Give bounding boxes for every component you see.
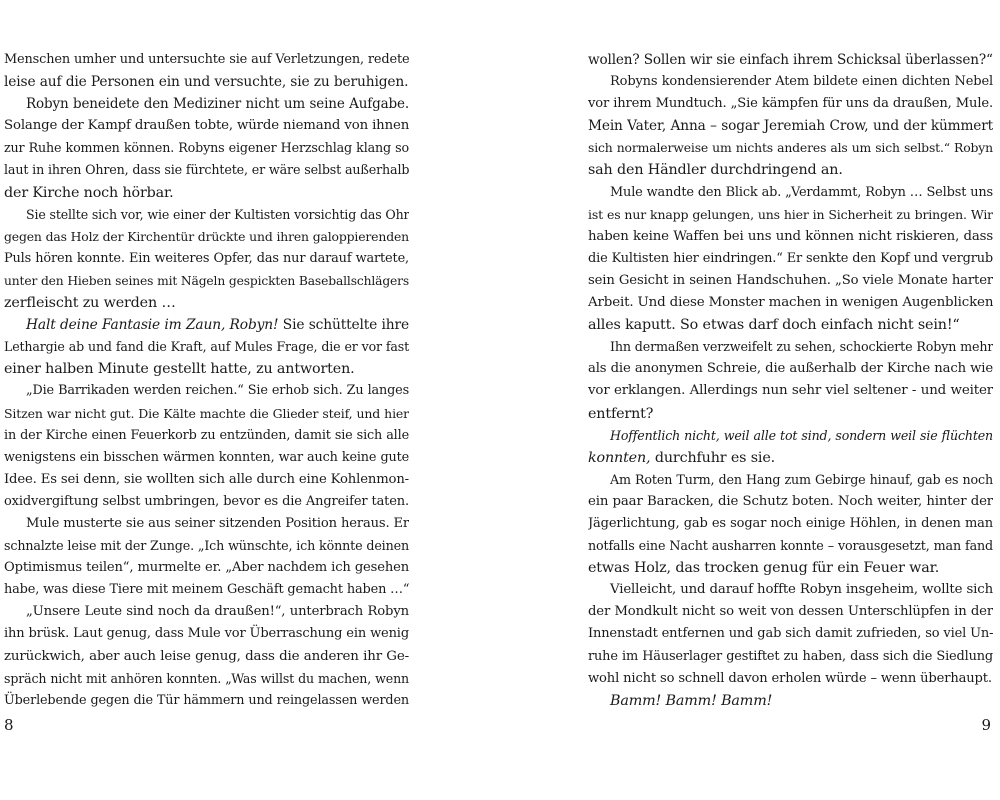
text-line: Robyn beneidete den Mediziner nicht um seine Aufgabe. [26, 96, 409, 113]
text-line: entfernt? [588, 405, 654, 422]
left-page [4, 0, 409, 800]
text-fragment: Sie schüttelte ihre [278, 317, 409, 334]
text-line: der Kirche noch hörbar. [4, 184, 174, 201]
text-line: Vielleicht, und darauf hoffte Robyn insgeheim, wollte sich [610, 582, 993, 598]
text-line: Idee. Es sei denn, sie wollten sich alle durch eine Kohlenmon- [4, 471, 409, 487]
text-line: in der Kirche einen Feuerkorb zu entzünden, damit sie sich alle [4, 427, 409, 443]
text-line: wollen? Sollen wir sie einfach ihrem Schicksal überlassen?“ [588, 52, 993, 68]
text-line: Ihn dermaßen verzweifelt zu sehen, schockierte Robyn mehr [610, 339, 993, 355]
text-line: einer halben Minute gestellt hatte, zu antworten. [4, 361, 355, 378]
text-line: spräch nicht mit anhören konnten. „Was willst du machen, wenn [4, 670, 409, 686]
text-line: Solange der Kampf draußen tobte, würde niemand von ihnen [4, 118, 409, 134]
text-line: vor ihrem Mundtuch. „Sie kämpfen für uns da draußen, Mule. [588, 96, 993, 112]
text-line: zurückwich, aber auch leise genug, dass die anderen ihr Ge- [4, 648, 409, 664]
text-line: haben keine Waffen bei uns und können nicht riskieren, dass [588, 228, 993, 244]
text-line: Puls hören konnte. Ein weiteres Opfer, das nur darauf wartete, [4, 250, 409, 266]
text-line: oxidvergiftung selbst umbringen, bevor es die Angreifer taten. [4, 493, 409, 509]
text-line: Arbeit. Und diese Monster machen in wenigen Augenblicken [588, 295, 993, 311]
right-page-text [588, 49, 993, 712]
right-page [588, 0, 993, 800]
text-line: ruhe im Häuserlager gestiftet zu haben, dass sich die Siedlung [588, 648, 993, 664]
text-line: etwas Holz, das trocken genug für ein Feuer war. [588, 560, 940, 577]
text-line: Überlebende gegen die Tür hämmern und reingelassen werden [4, 692, 409, 708]
text-line: schnalzte leise mit der Zunge. „Ich wünschte, ich könnte deinen [4, 538, 409, 554]
text-line: Menschen umher und untersuchte sie auf Verletzungen, redete [4, 52, 409, 67]
text-line: Innenstadt entfernen und gab sich damit zufrieden, so viel Un- [588, 626, 993, 642]
text-line: als die anonymen Schreie, die außerhalb der Kirche nach wie [588, 361, 993, 377]
text-line: Robyns kondensierender Atem bildete einen dichten Nebel [610, 74, 993, 90]
text-line: Jägerlichtung, gab es sogar noch einige Höhlen, in denen man [588, 515, 993, 531]
text-line: notfalls eine Nacht ausharren konnte – vorausgesetzt, man fand [588, 538, 993, 554]
text-line: wenigstens ein bisschen wärmen konnten, war auch keine gute [4, 449, 409, 465]
text-line: Lethargie ab und fand die Kraft, auf Mules Frage, die er vor fast [4, 339, 409, 355]
text-line: gegen das Holz der Kirchentür drückte und ihren galoppierenden [4, 228, 409, 244]
left-page-text [4, 49, 409, 712]
text-line-mixed [588, 447, 993, 469]
text-line: Am Roten Turm, den Hang zum Gebirge hinauf, gab es noch [610, 471, 993, 487]
text-line: „Unsere Leute sind noch da draußen!“, unterbrach Robyn [26, 604, 409, 620]
text-line: sein Gesicht in seinen Handschuhen. „So viele Monate harter [588, 272, 993, 288]
text-line: zur Ruhe kommen können. Robyns eigener Herzschlag klang so [4, 140, 409, 156]
italic-thought: Hoffentlich nicht, weil alle tot sind, sondern weil sie flüchten [610, 427, 993, 443]
text-line-mixed [4, 314, 409, 336]
italic-sound-effect: Bamm! Bamm! Bamm! [610, 692, 773, 709]
text-line: alles kaputt. So etwas darf doch einfach nicht sein!“ [588, 317, 960, 334]
text-line: vor erklangen. Allerdings nun sehr viel seltener - und weiter [588, 383, 993, 399]
page-number-right: 9 [981, 716, 991, 734]
text-line: wohl nicht so schnell davon erholen würde – wenn überhaupt. [588, 670, 992, 686]
text-fragment: durchfuhr es sie. [650, 449, 776, 466]
text-line: ist es nur knapp gelungen, uns hier in Sicherheit zu bringen. Wir [588, 206, 993, 222]
italic-thought: konnten, [588, 449, 651, 466]
text-line: zerfleischt zu werden … [4, 295, 176, 312]
text-line: sich normalerweise um nichts anderes als um sich selbst.“ Robyn [588, 140, 993, 156]
text-line: ein paar Baracken, die Schutz boten. Noch weiter, hinter der [588, 493, 993, 509]
text-line: Optimismus teilen“, murmelte er. „Aber nachdem ich gesehen [4, 560, 409, 576]
text-line: Sie stellte sich vor, wie einer der Kultisten vorsichtig das Ohr [26, 206, 409, 222]
text-line: die Kultisten hier eindringen.“ Er senkte den Kopf und vergrub [588, 250, 993, 266]
text-line: Mule wandte den Blick ab. „Verdammt, Robyn … Selbst uns [610, 184, 993, 200]
text-line: Sitzen war nicht gut. Die Kälte machte die Glieder steif, und hier [4, 405, 409, 421]
text-line: Mein Vater, Anna – sogar Jeremiah Crow, und der kümmert [588, 118, 993, 135]
text-line: leise auf die Personen ein und versuchte, sie zu beruhigen. [4, 74, 409, 91]
text-line: ihn brüsk. Laut genug, dass Mule vor Überraschung ein wenig [4, 626, 409, 642]
text-line: sah den Händler durchdringend an. [588, 162, 843, 179]
page-number-left: 8 [4, 716, 14, 734]
italic-thought: Halt deine Fantasie im Zaun, Robyn! [26, 317, 279, 334]
text-line: „Die Barrikaden werden reichen.“ Sie erhob sich. Zu langes [26, 383, 409, 399]
text-line: laut in ihren Ohren, dass sie fürchtete, er wäre selbst außerhalb [4, 162, 409, 178]
text-line: Mule musterte sie aus seiner sitzenden Position heraus. Er [26, 515, 409, 531]
text-line: unter den Hieben seines mit Nägeln gespickten Baseballschlägers [4, 273, 409, 288]
text-line: habe, was diese Tiere mit meinem Geschäft gemacht haben …“ [4, 582, 409, 598]
text-line: der Mondkult nicht so weit von dessen Unterschlüpfen in der [588, 604, 993, 620]
